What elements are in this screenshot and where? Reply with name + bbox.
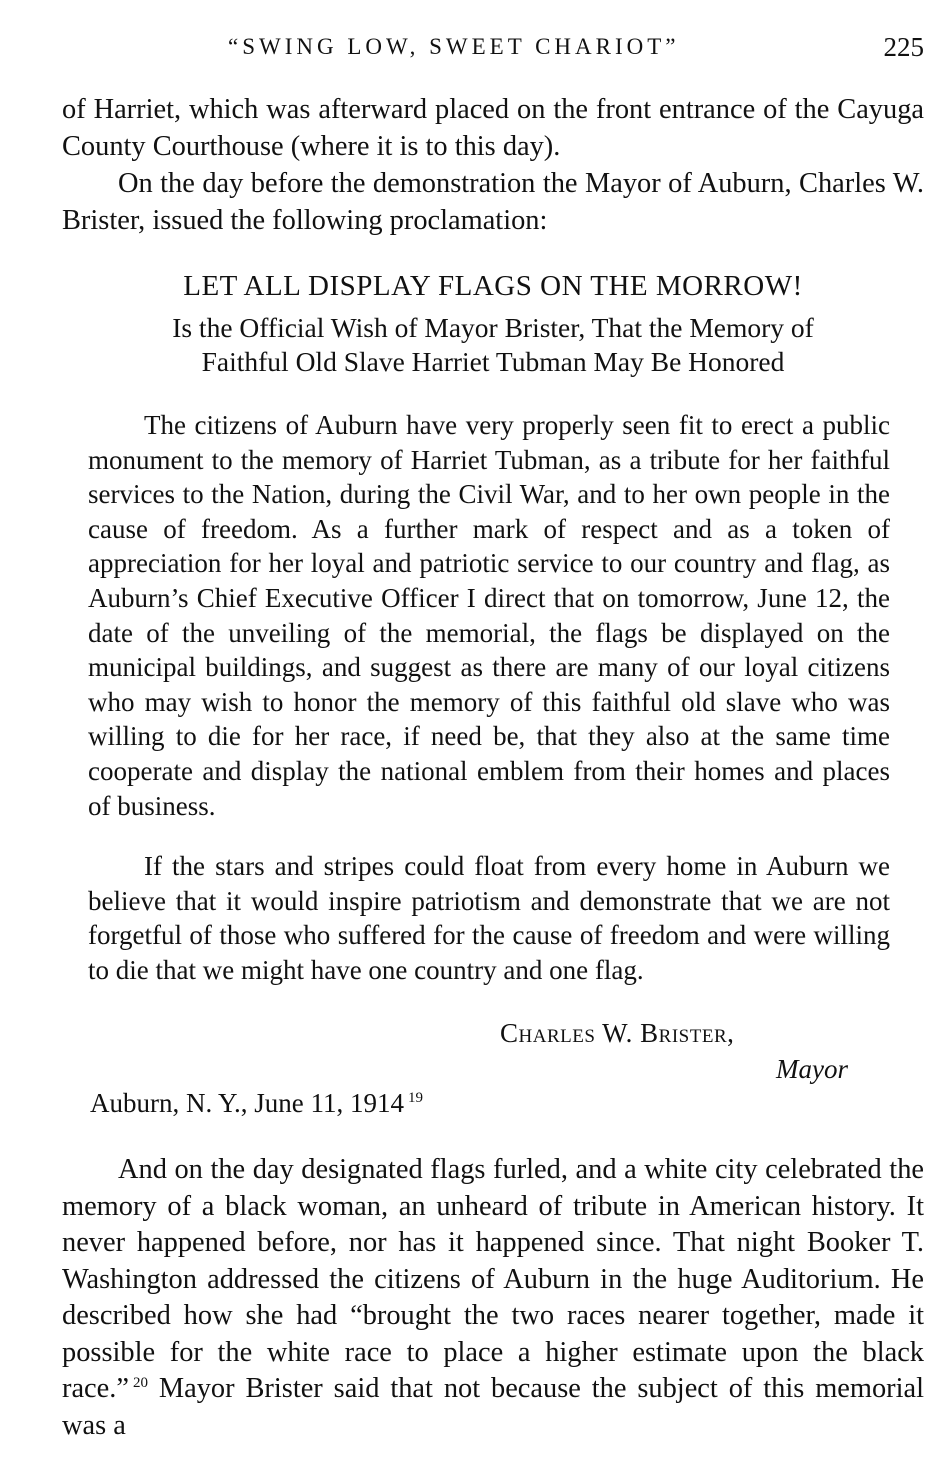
paragraph-continuation: of Harriet, which was afterward placed on the front entrance of the Cayuga County Courthouse (where it is to this day). [62,94,924,162]
signature-title: Mayor [776,1054,848,1084]
proclamation-headline: LET ALL DISPLAY FLAGS ON THE MORROW! [183,270,803,302]
footnote-marker-20: 20 [132,1374,148,1391]
dateline [90,1088,423,1119]
dateline-text: Auburn, N. Y., June 11, 1914 [90,1088,404,1118]
proclamation-subheading-line-2: Faithful Old Slave Harriet Tubman May Be Honored [201,346,785,377]
closing-text: And on the day designated flags furled, and a white city celebrated the memory of a black woman, an unheard of tribute in American history. It never happened before, nor has it happened since. That night Booker T. Washington addressed the citizens of Auburn in the huge Auditorium. He described how she had “brought the two races nearer together, made it possible for the white race to place a higher estimate upon the black race.” [62,1154,924,1404]
running-title: “SWING LOW, SWEET CHARIOT” [228,34,680,59]
paragraph-proclamation-intro: On the day before the demonstration the Mayor of Auburn, Charles W. Brister, issued the following proclamation: [62,168,924,236]
proclamation-body-paragraph-2: If the stars and stripes could float from every home in Auburn we believe that it would inspire patriotism and demonstrate that we are not forgetful of those who suffered for the cause of freedom and were willing to die that we might have one country and one flag. [88,851,890,985]
signature-name: Charles W. Brister, [500,1018,735,1048]
footnote-marker-19: 19 [408,1090,423,1106]
running-head [0,30,948,70]
proclamation-subheading-line-1: Is the Official Wish of Mayor Brister, That the Memory of [172,312,814,343]
proclamation-body-paragraph-1: The citizens of Auburn have very properly seen fit to erect a public monument to the memory of Harriet Tubman, as a tribute for her faithful services to the Nation, during the Civil War, and to her own people in the cause of freedom. As a further mark of respect and as a token of appreciation for her loyal and patriotic service to our country and flag, as Auburn’s Chief Executive Officer I direct that on tomorrow, June 12, the date of the unveiling of the memorial, the flags be displayed on the municipal buildings, and suggest as there are many of our loyal citizens who may wish to honor the memory of this faithful old slave who was willing to die for her race, if need be, that they also at the same time cooperate and display the national emblem from their homes and places of business. [88,410,890,821]
paragraph-closing [62,1152,924,1444]
closing-text-continued: Mayor Brister said that not because the subject of this memorial was a [62,1373,924,1441]
page-number: 225 [883,32,924,62]
